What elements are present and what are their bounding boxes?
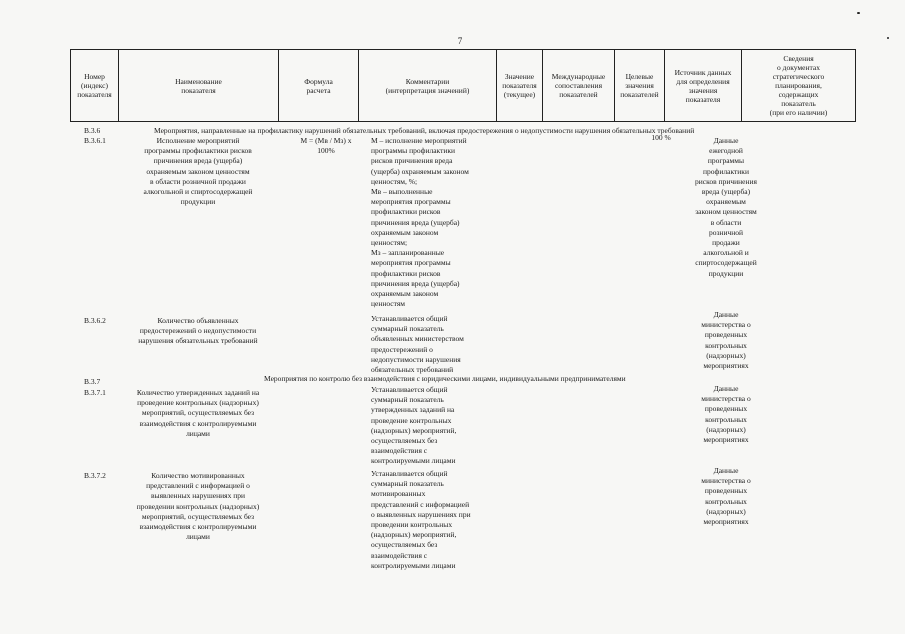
header-comment: Комментарии (интерпретация значений) xyxy=(359,50,497,122)
header-source: Источник данных для определения значения показателя xyxy=(665,50,742,122)
row-code: B.3.7.2 xyxy=(84,471,106,480)
row-comment: Устанавливается общий суммарный показатель утвержденных заданий на проведение контрольных (надзорных) мероприятий, осуществляемых без взаимодействия с контролируемыми лицами xyxy=(371,385,457,466)
header-documents: Сведения о документах стратегического планирования, содержащих показатель (при его наличии) xyxy=(742,50,856,122)
indicators-table-header xyxy=(70,49,856,122)
header-formula: Формула расчета xyxy=(279,50,359,122)
row-target: 100 % xyxy=(651,133,671,142)
row-name: Количество объявленных предостережений о недопустимости нарушения обязательных требований xyxy=(138,316,258,346)
row-code: B.3.6.2 xyxy=(84,316,106,325)
row-comment: М – исполнение мероприятий программы профилактики рисков причинения вреда (ущерба) охраняемым законом ценностям, %; Мв – выполненные мероприятия программы профилактики рисков причинения вреда (ущерба) охраняемым законом ценностям; Мз – запланированные мероприятия программы профилактики рисков причинения вреда (ущерба) охраняемым законом ценностям xyxy=(371,136,469,309)
row-source: Данные министерства о проведенных контрольных (надзорных) мероприятиях xyxy=(701,384,751,445)
row-source: Данные министерства о проведенных контрольных (надзорных) мероприятиях xyxy=(701,310,751,371)
scan-speck xyxy=(887,37,889,39)
row-code: B.3.7.1 xyxy=(84,388,106,397)
row-name: Количество утвержденных заданий на проведение контрольных (надзорных) мероприятий, осуществляемых без взаимодействия с контролируемыми лицами xyxy=(136,388,260,438)
section-title: Мероприятия, направленные на профилактику нарушений обязательных требований, включая предостережения о недопустимости нарушения обязательных требований xyxy=(154,126,695,135)
header-index: Номер (индекс) показателя xyxy=(71,50,119,122)
row-name: Количество мотивированных представлений с информацией о выявленных нарушениях при проведении контрольных (надзорных) мероприятий, осуществляемых без взаимодействия с контролируемыми лицами xyxy=(136,471,260,542)
page-number: 7 xyxy=(457,36,463,46)
header-name: Наименование показателя xyxy=(119,50,279,122)
header-current-value: Значение показателя (текущее) xyxy=(497,50,543,122)
scan-speck xyxy=(857,12,860,14)
section-title: Мероприятия по контролю без взаимодействия с юридическими лицами, индивидуальными предпринимателями xyxy=(264,374,626,383)
row-code: B.3.6.1 xyxy=(84,136,106,145)
row-name: Исполнение мероприятий программы профилактики рисков причинения вреда (ущерба) охраняемым законом ценностям в области розничной продажи алкогольной и спиртосодержащей продукции xyxy=(143,136,253,207)
header-target: Целевые значения показателей xyxy=(615,50,665,122)
row-comment: Устанавливается общий суммарный показатель мотивированных представлений с информацией о выявленных нарушениях при проведении контрольных (надзорных) мероприятий, осуществляемых без взаимодействия с контролируемыми лицами xyxy=(371,469,471,570)
section-code: B.3.7 xyxy=(84,377,101,386)
row-source: Данные министерства о проведенных контрольных (надзорных) мероприятиях xyxy=(701,466,751,527)
header-international: Международные сопоставления показателей xyxy=(543,50,615,122)
row-comment: Устанавливается общий суммарный показатель объявленных министерством предостережений о недопустимости нарушения обязательных требований xyxy=(371,314,464,375)
row-formula: М = (Мв / Мз) х 100% xyxy=(300,136,352,156)
row-source: Данные ежегодной программы профилактики рисков причинения вреда (ущерба) охраняемым законом ценностям в области розничной продажи алкогольной и спиртосодержащей продукции xyxy=(695,136,757,278)
section-code: B.3.6 xyxy=(84,126,101,135)
